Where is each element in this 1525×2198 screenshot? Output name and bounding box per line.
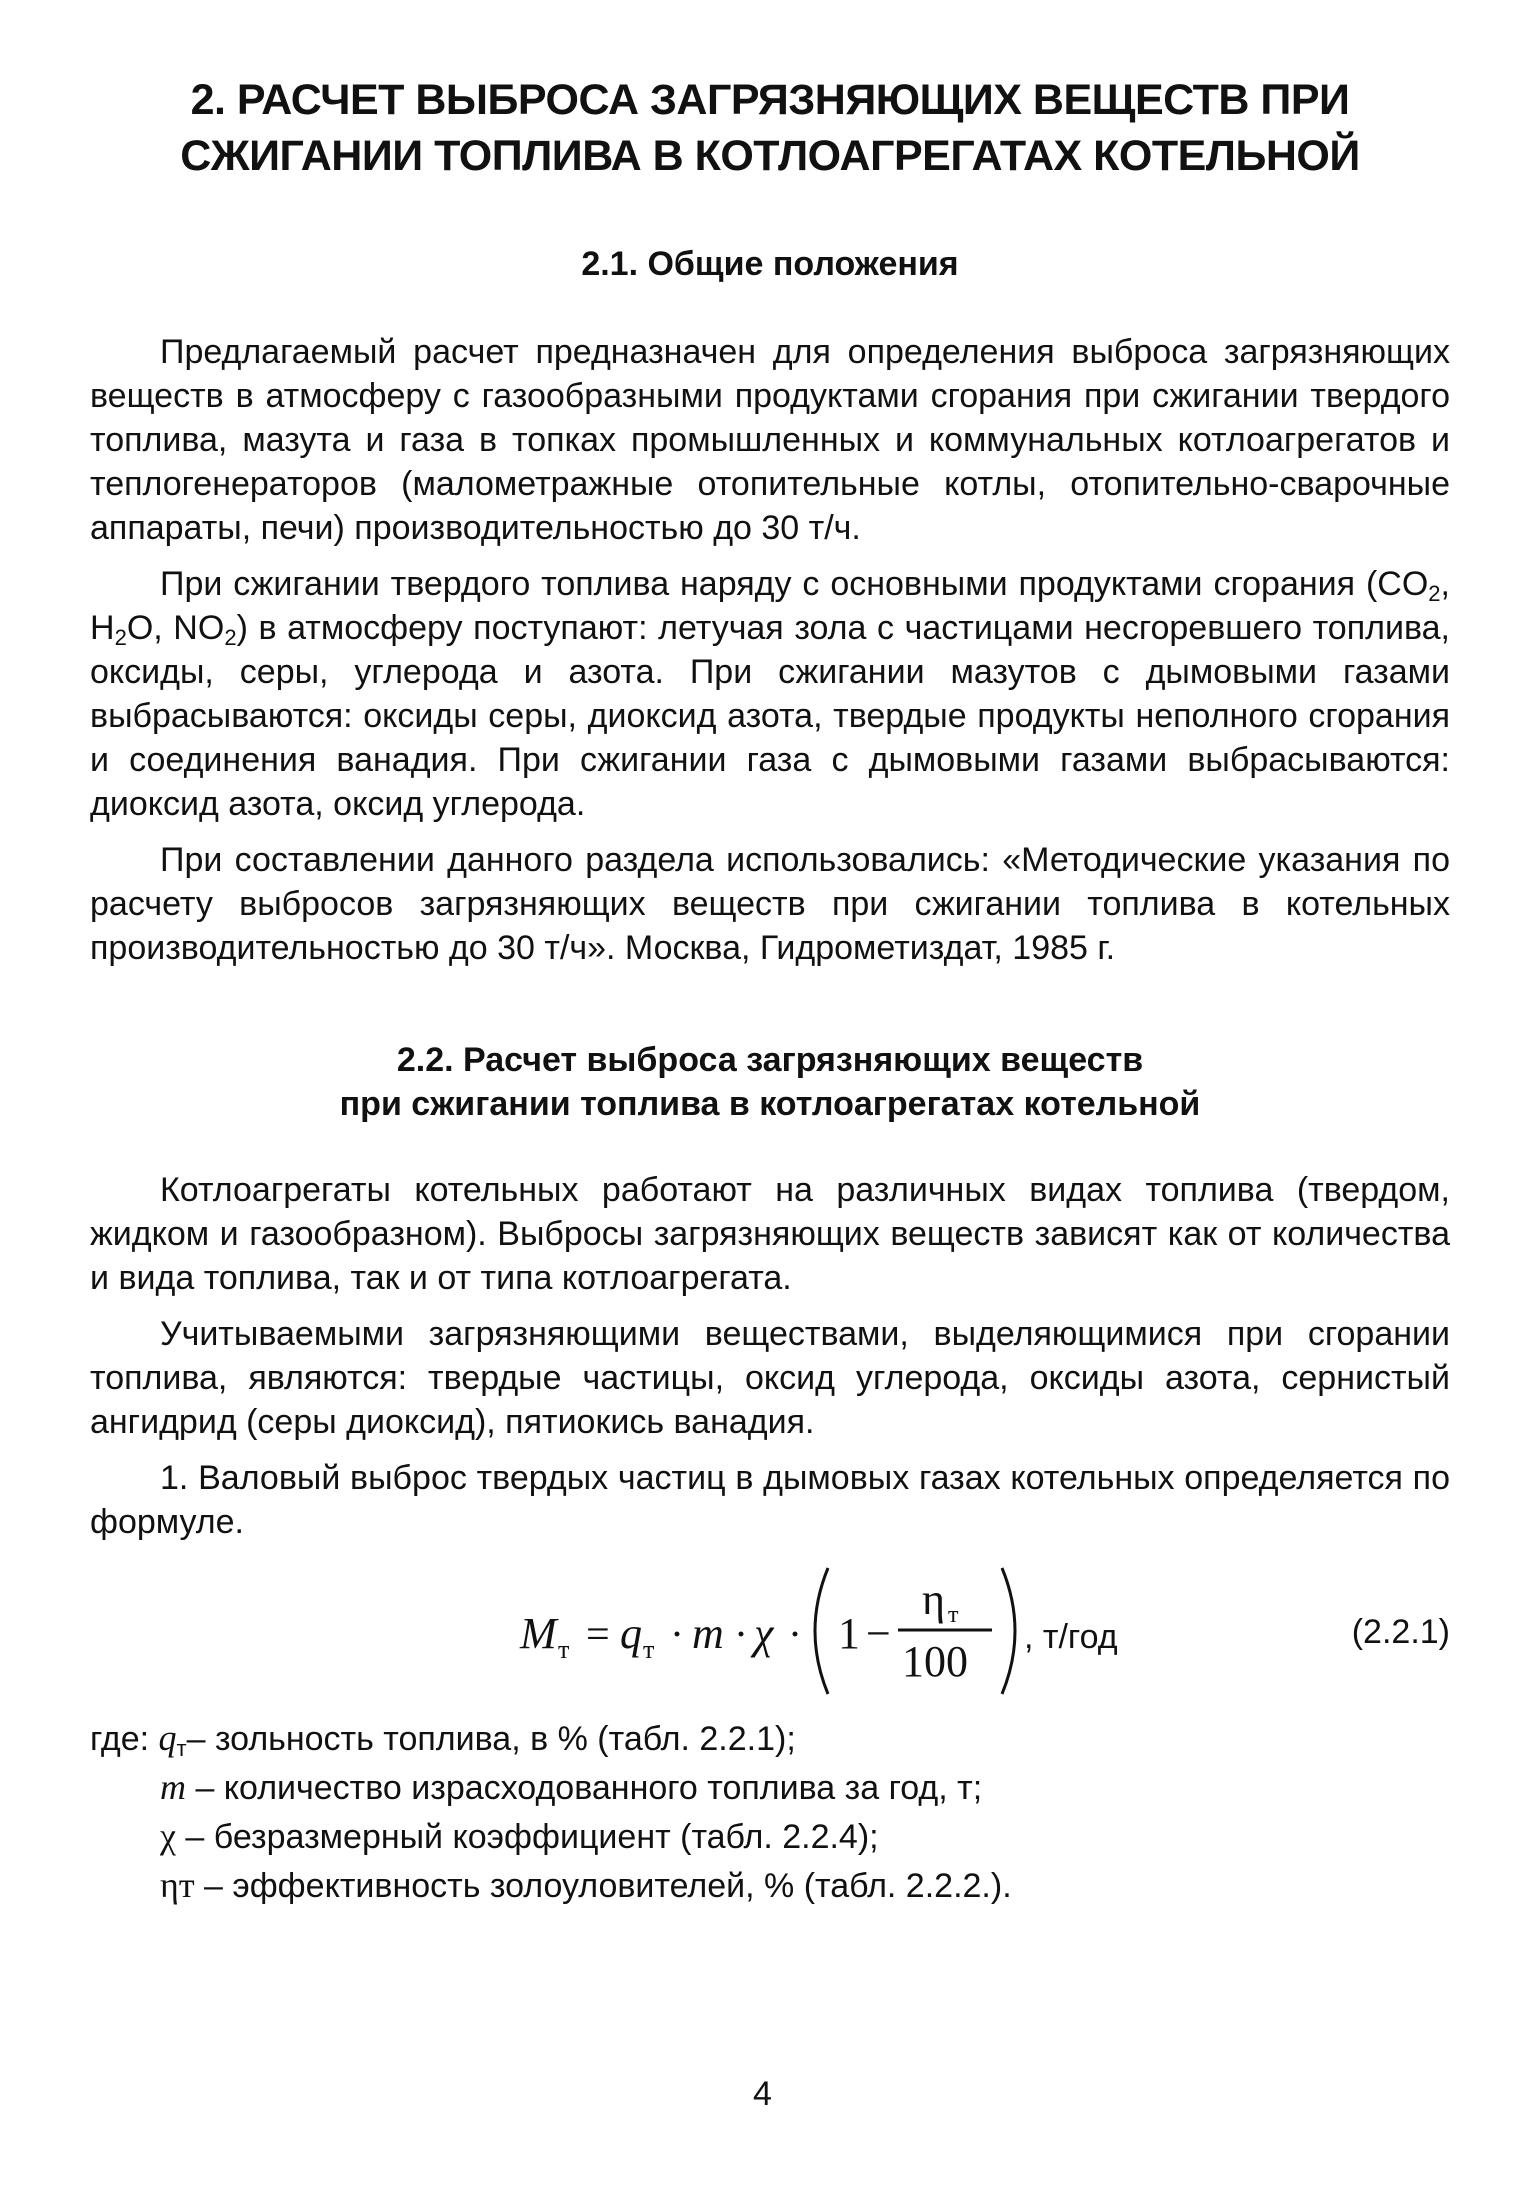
- formula-definitions: [90, 1714, 1450, 1910]
- formula-left-paren: [815, 1568, 828, 1694]
- definition-chi-symbol: χ: [160, 1816, 176, 1856]
- section-2-2-heading: [90, 1038, 1450, 1126]
- section-2-1-paragraph-1: Предлагаемый расчет предназначен для определения выброса загрязняющих веществ в атмосферу с газообразными продуктами сгорания при сжигании твердого топлива, мазута и газа в топках промышленных и коммунальных котлоагрегатов и теплогенераторов (малометражные отопительные котлы, отопительно-сварочные аппараты, печи) производительностью до 30 т/ч.: [90, 333, 1450, 547]
- definition-q-symbol: q: [158, 1718, 177, 1758]
- definition-chi: [90, 1812, 1450, 1861]
- definition-where: где:: [90, 1720, 159, 1758]
- definition-eta: [90, 1861, 1450, 1910]
- p2-text-d: ) в атмосферу поступают: летучая зола с частицами несгоревшего топлива, оксиды, серы, углерода и азота. При сжигании мазутов с дымовыми газами выбрасываются: оксиды серы, диоксид азота, твердые продукты неполного сгорания и соединения ванадия. При сжигании газа с дымовыми газами выбрасываются: диоксид азота, оксид углерода.: [90, 609, 1450, 823]
- formula-right-paren: [1002, 1568, 1015, 1694]
- formula-dot-1: ·: [670, 1612, 684, 1658]
- formula-q-subscript: т: [643, 1635, 655, 1664]
- section-2-2-heading-line-2: при сжигании топлива в котлоагрегатах котельной: [339, 1085, 1201, 1123]
- formula-eta-subscript: т: [948, 1602, 959, 1628]
- section-2-2-paragraph-3: 1. Валовый выброс твердых частиц в дымовых газах котельных определяется по формуле.: [90, 1459, 1450, 1541]
- formula-2-2-1: [90, 1556, 1450, 1706]
- definition-q-text: – зольность топлива, в % (табл. 2.2.1);: [186, 1720, 796, 1758]
- formula-unit: , т/год: [1024, 1618, 1118, 1656]
- formula-equals-sign: =: [586, 1612, 610, 1658]
- section-2-1-paragraph-2: [90, 562, 1450, 826]
- definition-q-subscript: т: [176, 1736, 187, 1761]
- formula-eta-symbol: η: [922, 1575, 946, 1624]
- section-2-2-paragraph-1: Котлоагрегаты котельных работают на различных видах топлива (твердом, жидком и газообразном). Выбросы загрязняющих веществ зависят как от количества и вида топлива, так и от типа котлоагрегата.: [90, 1171, 1450, 1297]
- definition-chi-text: – безразмерный коэффициент (табл. 2.2.4);: [175, 1818, 879, 1856]
- formula-m-symbol: m: [692, 1609, 724, 1658]
- formula-one: 1: [838, 1609, 860, 1658]
- section-2-1-heading: 2.1. Общие положения: [581, 245, 959, 283]
- section-2-2-heading-line-1: 2.2. Расчет выброса загрязняющих веществ: [396, 1041, 1144, 1079]
- formula-q-symbol: q: [620, 1609, 642, 1658]
- p2-text-c: O, NO: [126, 609, 225, 647]
- p2-text-a: При сжигании твердого топлива наряду с основными продуктами сгорания (CO: [160, 565, 1429, 603]
- formula-minus: −: [866, 1609, 891, 1658]
- definition-q: [90, 1714, 1450, 1763]
- formula-number: (2.2.1): [1351, 1613, 1450, 1651]
- formula-dot-2: ·: [734, 1612, 748, 1658]
- definition-m: [90, 1763, 1450, 1812]
- p2-sub-2: 2: [114, 625, 127, 650]
- chapter-title-line-1: 2. РАСЧЕТ ВЫБРОСА ЗАГРЯЗНЯЮЩИХ ВЕЩЕСТВ ПРИ: [190, 76, 1350, 124]
- formula-lhs-subscript: т: [558, 1635, 570, 1664]
- definition-m-text: – количество израсходованного топлива за год, т;: [186, 1769, 983, 1807]
- section-2-1-paragraph-3: При составлении данного раздела использовались: «Методические указания по расчету выбросов загрязняющих веществ при сжигании топлива в котельных производительностью до 30 т/ч». Москва, Гидрометиздат, 1985 г.: [90, 841, 1450, 967]
- formula-hundred: 100: [902, 1637, 968, 1686]
- formula-chi-symbol: χ: [754, 1609, 774, 1658]
- p2-text-b: , H: [90, 565, 1450, 647]
- formula-lhs-symbol: M: [520, 1609, 557, 1658]
- p2-sub-1: 2: [1428, 581, 1441, 606]
- page-content: [90, 72, 1450, 1910]
- chapter-title-line-2: СЖИГАНИИ ТОПЛИВА В КОТЛОАГРЕГАТАХ КОТЕЛЬНОЙ: [180, 132, 1360, 180]
- formula-dot-3: ·: [788, 1612, 802, 1658]
- page-number: 4: [753, 2075, 772, 2113]
- section-2-2-paragraph-2: Учитываемыми загрязняющими веществами, выделяющимися при сгорании топлива, являются: твердые частицы, оксид углерода, оксиды азота, сернистый ангидрид (серы диоксид), пятиокись ванадия.: [90, 1315, 1450, 1441]
- definition-eta-symbol: ηт: [160, 1865, 195, 1905]
- chapter-title: [90, 72, 1450, 184]
- formula-graphic: [510, 1556, 1210, 1706]
- definition-m-symbol: m: [160, 1767, 186, 1807]
- p2-sub-3: 2: [224, 625, 237, 650]
- definition-eta-text: – эффективность золоуловителей, % (табл. 2.2.2.).: [194, 1867, 1012, 1905]
